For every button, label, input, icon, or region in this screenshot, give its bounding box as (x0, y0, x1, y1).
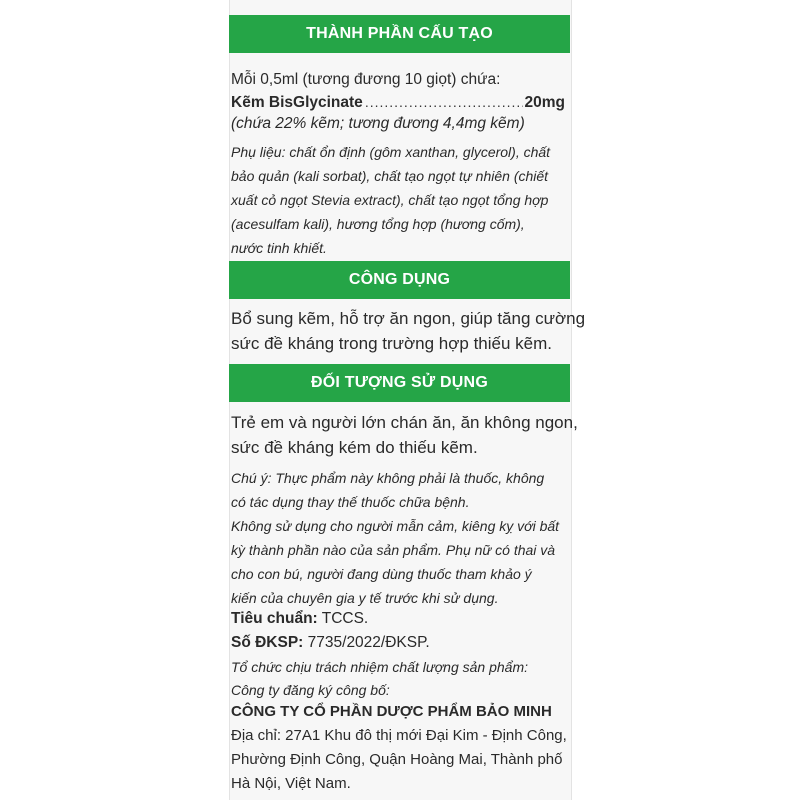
composition-header (229, 15, 570, 53)
note-line-5: cho con bú, người đang dùng thuốc tham khảo ý (231, 566, 532, 582)
ingredient-note: (chứa 22% kẽm; tương đương 4,4mg kẽm) (231, 115, 525, 132)
responsible-line: Tổ chức chịu trách nhiệm chất lượng sản phẩm: (231, 659, 529, 675)
ingredient-name: Kẽm BisGlycinate (231, 94, 363, 111)
dksp-label: Số ĐKSP: (231, 634, 304, 651)
ingredient-amount: 20mg (524, 94, 565, 111)
company-name: CÔNG TY CỔ PHẦN DƯỢC PHẨM BẢO MINH (231, 703, 552, 720)
ingredient-row (231, 91, 565, 114)
usage-line-1: Bổ sung kẽm, hỗ trợ ăn ngon, giúp tăng cường (231, 309, 586, 328)
target-header (229, 364, 570, 402)
dksp-value: 7735/2022/ĐKSP. (303, 634, 430, 651)
standard-label: Tiêu chuẩn: (231, 610, 318, 627)
note-line-6: kiến của chuyên gia y tế trước khi sử dụng. (231, 590, 499, 606)
excipients-line-5: nước tinh khiết. (231, 240, 327, 256)
usage-header-text: CÔNG DỤNG (348, 271, 451, 288)
declarer-line: Công ty đăng ký công bố: (231, 682, 390, 698)
excipients-line-2: bảo quản (kali sorbat), chất tạo ngọt tự nhiên (chiết (231, 168, 549, 184)
target-header-text: ĐỐI TƯỢNG SỬ DỤNG (311, 374, 488, 391)
usage-header (229, 261, 570, 299)
address-line-3: Hà Nội, Việt Nam. (231, 775, 351, 792)
note-line-3: Không sử dụng cho người mẫn cảm, kiêng kỵ với bất (231, 518, 560, 534)
address-line-2: Phường Định Công, Quận Hoàng Mai, Thành phố (231, 751, 563, 768)
composition-header-text: THÀNH PHẦN CẤU TẠO (306, 25, 493, 42)
target-line-2: sức đề kháng kém do thiếu kẽm. (231, 438, 478, 457)
standard-row (231, 608, 565, 630)
note-line-1: Chú ý: Thực phẩm này không phải là thuốc, không (231, 470, 545, 486)
usage-line-2: sức đề kháng trong trường hợp thiếu kẽm. (231, 334, 552, 353)
leader-dots (365, 91, 523, 113)
note-line-2: có tác dụng thay thế thuốc chữa bệnh. (231, 494, 470, 510)
excipients-line-1: Phụ liệu: chất ổn định (gôm xanthan, glycerol), chất (231, 144, 551, 160)
target-line-1: Trẻ em và người lớn chán ăn, ăn không ngon, (231, 413, 578, 432)
composition-intro: Mỗi 0,5ml (tương đương 10 giọt) chứa: (231, 71, 501, 88)
address-line-1: Địa chỉ: 27A1 Khu đô thị mới Đại Kim - Định Công, (231, 727, 567, 744)
excipients-line-3: xuất cỏ ngọt Stevia extract), chất tạo ngọt tổng hợp (231, 192, 549, 208)
standard-value: TCCS. (317, 610, 369, 627)
excipients-line-4: (acesulfam kali), hương tổng hợp (hương cốm), (231, 216, 525, 232)
note-line-4: kỳ thành phần nào của sản phẩm. Phụ nữ có thai và (231, 542, 556, 558)
dksp-row (231, 632, 565, 654)
